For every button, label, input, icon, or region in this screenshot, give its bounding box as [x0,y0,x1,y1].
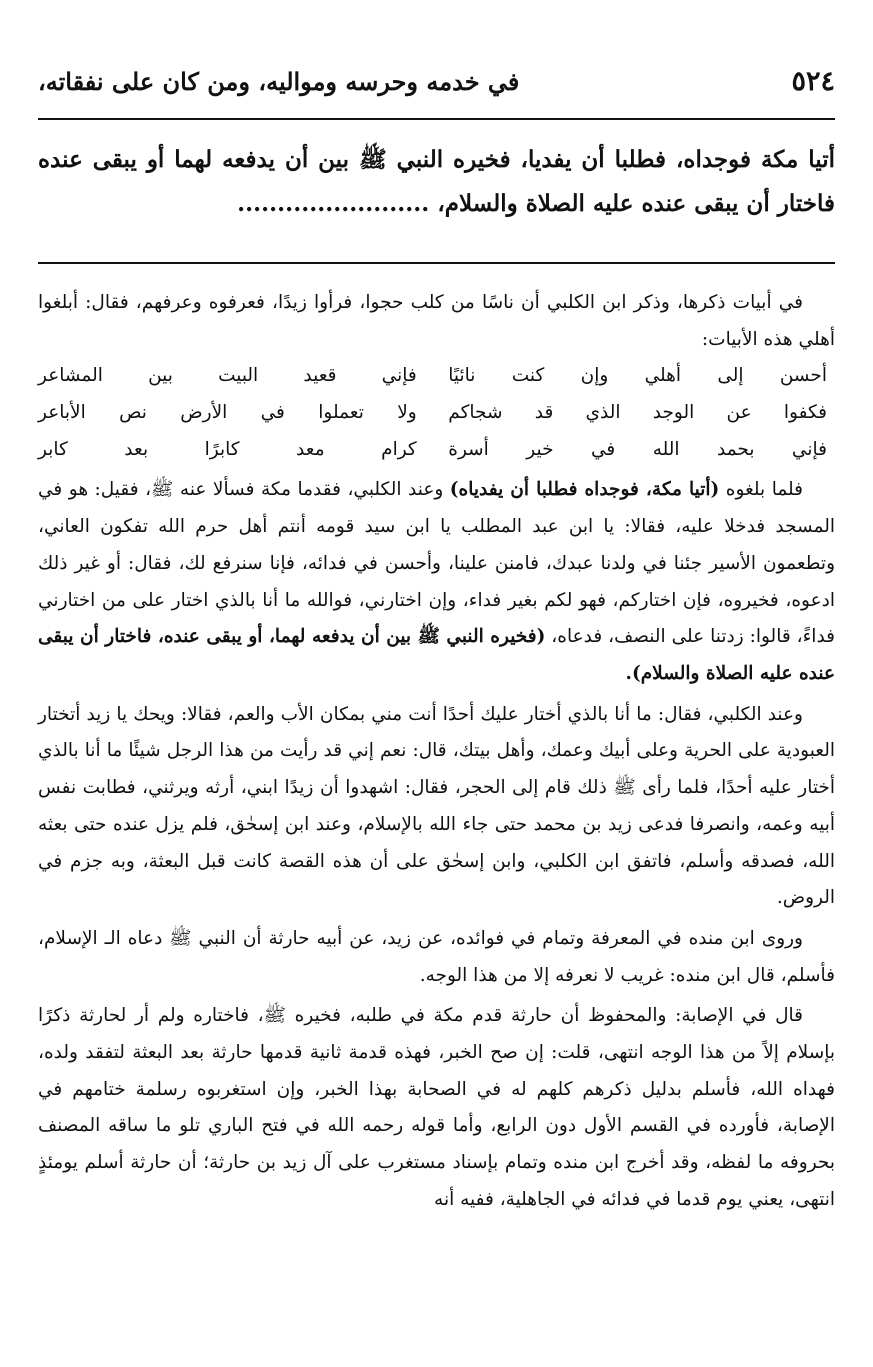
commentary-paragraph-5: قال في الإصابة: والمحفوظ أن حارثة قدم مكة في طلبه، فخيره ﷺ، فاختاره ولم أر لحارثة ذكرًا بإسلام إلاً من هذا الوجه انتهى، قلت: إن صح الخبر، فهذه قدمة ثانية قدمها حارثة بعد البعثة لتفقد ولده، فهداه الله، فأسلم بدليل ذكرهم كلهم له في الصحابة بهذا الخبر، وإن استغربوه رسلمة ختامهم في الإصابة، فأورده في القسم الأول دون الرابع، وأما قوله رحمه الله في فتح الباري تلو ما ساقه المصنف بحروفه ما لفظه، وقد أخرج ابن منده وتمام بإسناد مستغرب على آل زيد بن حارثة؛ أن حارثة أسلم يومئذٍ انتهى، يعني يوم قدما في فدائه في الجاهلية، ففيه أنه [38,1005,835,1210]
running-title: في خدمه وحرسه ومواليه، ومن كان على نفقاته، [38,66,520,96]
poem-verse-2 [38,395,827,432]
verse-second-half: كرام معد كابرًا بعد كابر [38,438,417,460]
poem-verse-3 [38,432,827,469]
verse-first-half: فإني بحمد الله في خير أسرة [448,438,827,460]
matn-separator-rule [38,262,835,264]
running-header [38,58,835,104]
commentary-paragraph-1: في أبيات ذكرها، وذكر ابن الكلبي أن ناسًا من كلب حجوا، فرأوا زيدًا، فعرفوه وعرفهم، فقال: أبلغوا أهلي هذه الأبيات: [38,292,835,350]
poem-verse-1 [38,358,827,395]
commentary-paragraph-4: وروى ابن منده في المعرفة وتمام في فوائده، عن زيد، عن أبيه حارثة أن النبي ﷺ دعاه الـ الإسلام، فأسلم، قال ابن منده: غريب لا نعرفه إلا من هذا الوجه. [38,927,835,986]
quoted-matn: (فخيره النبي ﷺ بين أن يدفعه لهما، أو يبقى عنده، فاختار أن يبقى عنده عليه الصلاة والسلام). [38,626,835,684]
poem [38,358,835,468]
header-rule [38,118,835,120]
commentary-paragraph-3: وعند الكلبي، فقال: ما أنا بالذي أختار عليك أحدًا أنت مني بمكان الأب والعم، فقالا: ويحك يا زيد أتختار العبودية على الحرية وعلى أبيك وعمك، وأهل بيتك، قال: نعم إني قد رأيت من هذا الرجل شيئًا ما أنا بالذي أختار عليه أحدًا، فلما رأى ﷺ ذلك قام إلى الحجر، فقال: اشهدوا أن زيدًا ابني، أرثه ويرثني، فطابت نفس أبيه وعمه، وانصرفا فدعى زيد بن محمد حتى جاء الله بالإسلام، وعند ابن إسحٰق، فلم يزل عنده حتى بعثه الله، فصدقه وأسلم، فاتفق ابن الكلبي، وابن إسحٰق على أن هذه القصة كانت قبل البعثة، وبه جزم في الروض. [38,703,835,909]
verse-second-half: ولا تعملوا في الأرض نص الأباعر [38,402,417,424]
verse-first-half: فكفوا عن الوجد الذي قد شجاكم [448,402,827,424]
main-text: أتيا مكة فوجداه، فطلبا أن يفديا، فخيره النبي ﷺ بين أن يدفعه لهما أو يبقى عنده فاختار أن يبقى عنده عليه الصلاة والسلام، ........................ [38,146,835,217]
commentary-paragraph-2 [38,472,835,692]
paragraph-text: فلما بلغوه [719,479,803,501]
page-number: ٥٢٤ [791,65,835,97]
commentary [38,285,835,1219]
paragraph-text: وعند الكلبي، فقدما مكة فسألا عنه ﷺ، فقيل: هو في المسجد فدخلا عليه، فقالا: يا ابن عبد المطلب يا ابن سيد قومه أنتم أهل حرم الله تفكون العاني، وتطعمون الأسير جئنا في ولدنا عبدك، فامنن علينا، وأحسن في فدائه، فإنا سنرفع لك، فقال: أو غير ذلك ادعوه، فخيروه، فإن اختاركم، فهو لكم بغير فداء، وإن اختارني، فوالله ما أنا بالذي اختار على من اختارني فداءً، قالوا: زدتنا على النصف، فدعاه، [38,479,835,648]
verse-second-half: فإني قعيد البيت بين المشاعر [38,365,417,387]
quoted-matn: (أتيا مكة، فوجداه فطلبا أن يفدياه) [449,479,720,501]
verse-first-half: أحسن إلى أهلي وإن كنت نائيًا [448,365,827,387]
